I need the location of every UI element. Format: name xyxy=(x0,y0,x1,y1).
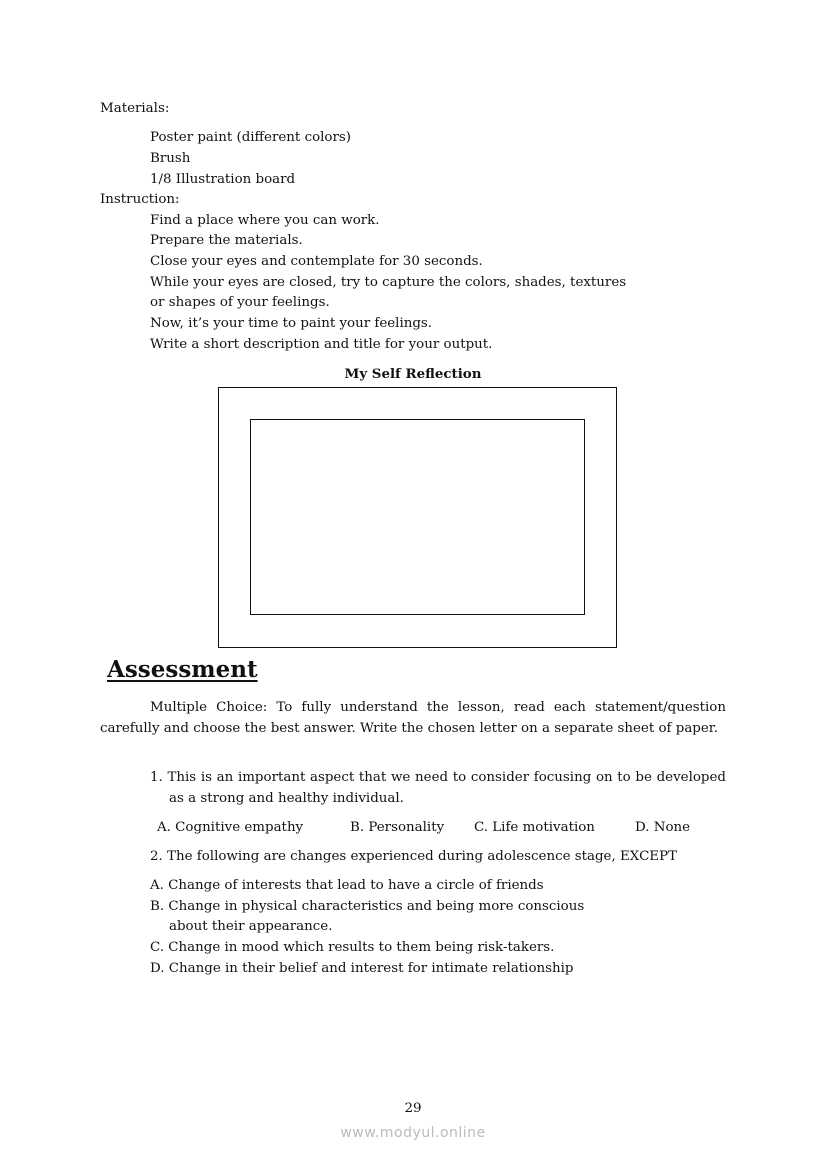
materials-heading: Materials: xyxy=(100,101,170,116)
instruction-heading: Instruction: xyxy=(100,192,180,207)
choice: D. None xyxy=(635,820,691,835)
instruction-step: or shapes of your feelings. xyxy=(150,295,330,310)
page-number: 29 xyxy=(404,1101,422,1116)
watermark: www.modyul.online xyxy=(340,1125,486,1141)
instruction-step: Find a place where you can work. xyxy=(150,213,380,228)
choice: A. Change of interests that lead to have a circle of friends xyxy=(150,878,544,893)
instruction-step: Now, it’s your time to paint your feelings. xyxy=(150,316,433,331)
choice: B. Change in physical characteristics and being more conscious xyxy=(150,899,585,914)
instruction-step: Write a short description and title for your output. xyxy=(150,337,493,352)
question-2: 2. The following are changes experienced during adolescence stage, EXCEPT xyxy=(150,849,678,864)
material-item: Poster paint (different colors) xyxy=(150,130,351,145)
reflection-inner-frame xyxy=(250,419,585,615)
choice-continuation: about their appearance. xyxy=(169,919,333,934)
choice: C. Change in mood which results to them being risk-takers. xyxy=(150,940,555,955)
instruction-step: While your eyes are closed, try to capture the colors, shades, textures xyxy=(150,275,627,290)
choice: A. Cognitive empathy xyxy=(157,820,304,835)
material-item: Brush xyxy=(150,151,191,166)
reflection-title: My Self Reflection xyxy=(344,366,482,382)
assessment-heading: Assessment xyxy=(107,656,258,683)
instruction-step: Prepare the materials. xyxy=(150,233,303,248)
choice: D. Change in their belief and interest for intimate relationship xyxy=(150,961,574,976)
material-item: 1/8 Illustration board xyxy=(150,172,296,187)
assessment-intro: Multiple Choice: To fully understand the lesson, read each statement/question carefully and choose the best answer. Write the chosen letter on a separate sheet of paper. xyxy=(100,700,726,736)
choice: C. Life motivation xyxy=(474,820,595,835)
question-1: 1. This is an important aspect that we need to consider focusing on to be developed as a strong and healthy individual. xyxy=(150,770,726,806)
choice: B. Personality xyxy=(350,820,445,835)
instruction-step: Close your eyes and contemplate for 30 seconds. xyxy=(150,254,483,269)
